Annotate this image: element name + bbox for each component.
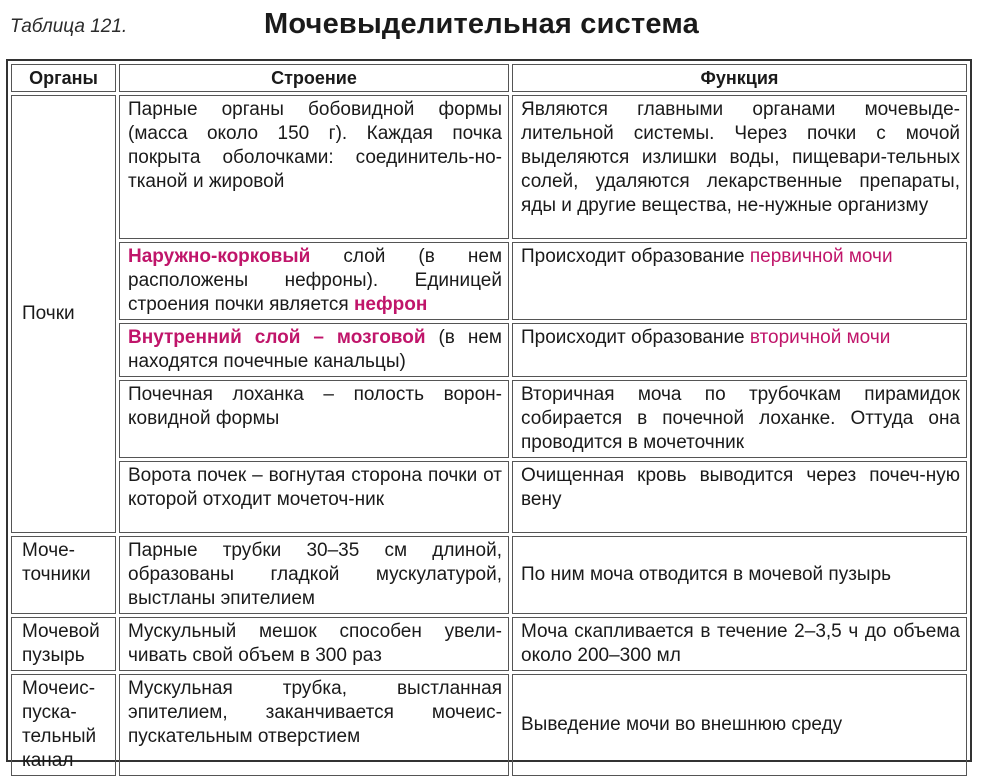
secondary-urine-term: вторичной мочи (749, 327, 891, 348)
cortex-description: слой (в нем расположены нефроны). Единицей строения почки является (128, 246, 502, 315)
table-row (11, 380, 967, 458)
urethra-structure-cell: Мускульная трубка, выстланная эпителием, заканчивается мочеис-пускательным отверстием (119, 674, 509, 776)
medulla-term: Внутренний слой – мозговой (128, 327, 426, 348)
header-structure: Строение (119, 64, 509, 92)
table-row (11, 323, 967, 377)
table-row (11, 242, 967, 320)
table-row (11, 536, 967, 614)
bladder-function-cell: Моча скапливается в течение 2–3,5 ч до объема около 200–300 мл (512, 617, 967, 671)
medulla-description: (в нем находятся почечные канальцы) (128, 327, 502, 372)
primary-urine-term: первичной мочи (749, 246, 893, 267)
table-row (11, 461, 967, 533)
medulla-structure-cell (119, 323, 509, 377)
header-function: Функция (512, 64, 967, 92)
hilum-function-cell: Очищенная кровь выводится через почеч-ную вену (512, 461, 967, 533)
organ-urethra: Мочеис-пуска-тельный канал (11, 674, 116, 776)
page-title: Мочевыделительная система (264, 8, 699, 40)
organ-ureters: Моче-точники (11, 536, 116, 614)
kidneys-structure-cell: Парные органы бобовидной формы (масса около 150 г). Каждая почка покрыта оболочками: соединитель-но-тканой и жировой (119, 95, 509, 239)
cortex-term: Наружно-корковый (128, 246, 311, 267)
urinary-system-table (6, 59, 972, 771)
medulla-function-text: Происходит образование (521, 327, 750, 348)
header-organs: Органы (11, 64, 116, 92)
cortex-function-text: Происходит образование (521, 246, 750, 267)
ureters-function-cell: По ним моча отводится в мочевой пузырь (512, 536, 967, 614)
kidneys-function-cell: Являются главными органами мочевыде-лительной системы. Через почки с мочой выделяются излишки воды, пищевари-тельных солей, удаляются лекарственные препараты, яды и другие вещества, не-нужные организму (512, 95, 967, 239)
table-row (11, 95, 967, 239)
pelvis-function-cell: Вторичная моча по трубочкам пирамидок собирается в почечной лоханке. Оттуда она проводится в мочеточник (512, 380, 967, 458)
table-row (11, 617, 967, 671)
nephron-term: нефрон (353, 294, 428, 315)
table-row (11, 674, 967, 776)
hilum-structure-cell: Ворота почек – вогнутая сторона почки от которой отходит мочеточ-ник (119, 461, 509, 533)
ureters-structure-cell: Парные трубки 30–35 см длиной, образованы гладкой мускулатурой, выстланы эпителием (119, 536, 509, 614)
urethra-function-cell: Выведение мочи во внешнюю среду (512, 674, 967, 776)
cortex-function-cell (512, 242, 967, 320)
table-caption: Таблица 121. (10, 16, 128, 37)
organ-bladder: Мочевой пузырь (11, 617, 116, 671)
medulla-function-cell (512, 323, 967, 377)
cortex-structure-cell (119, 242, 509, 320)
pelvis-structure-cell: Почечная лоханка – полость ворон-ковидной формы (119, 380, 509, 458)
organ-kidneys: Почки (11, 95, 116, 533)
bladder-structure-cell: Мускульный мешок способен увели-чивать свой объем в 300 раз (119, 617, 509, 671)
